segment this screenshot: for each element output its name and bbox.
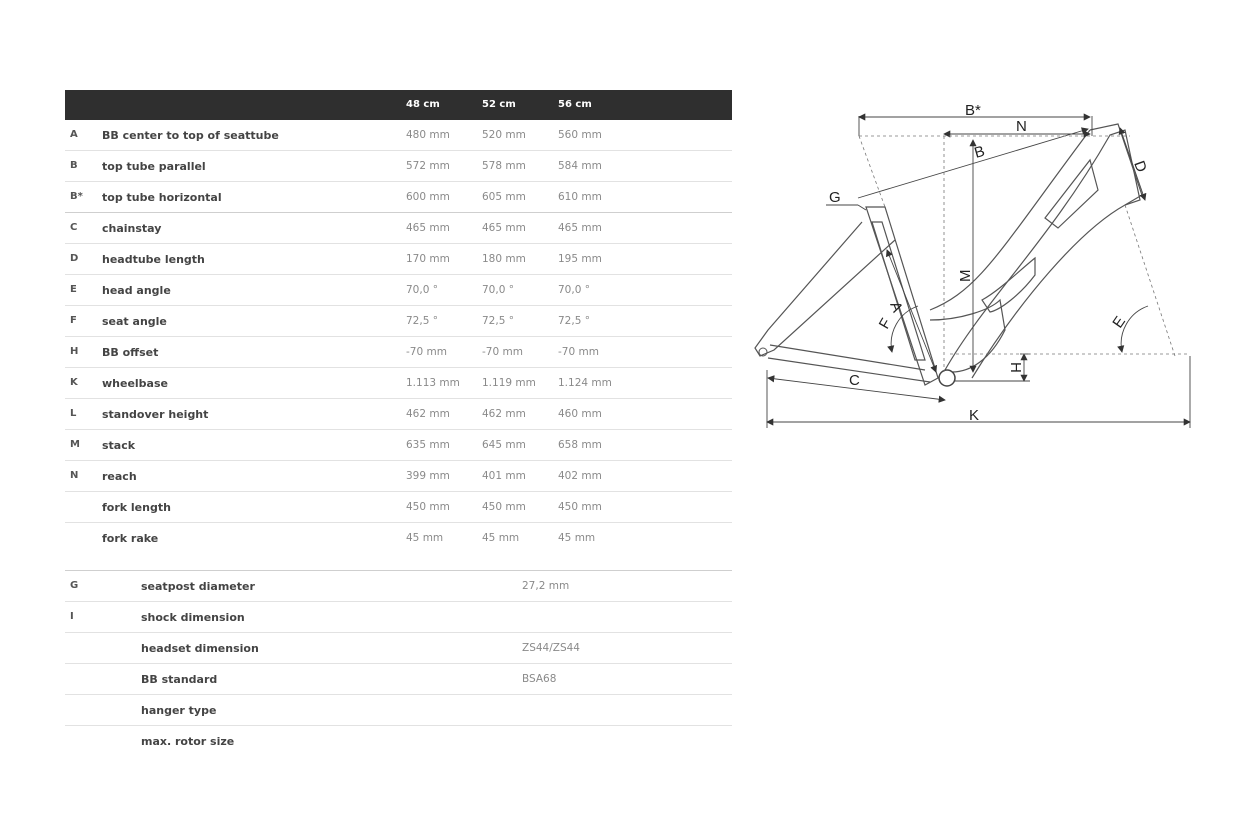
row-code: L [70, 408, 77, 419]
size-56-header: 56 cm [558, 99, 592, 110]
row-code: H [70, 346, 79, 357]
row-value-48: 480 mm [406, 129, 450, 141]
table-row [65, 244, 732, 275]
frame-window-upper [1045, 160, 1098, 228]
seat-tube-inner [872, 222, 925, 360]
row-value-52: 465 mm [482, 222, 526, 234]
component-label: shock dimension [141, 611, 245, 624]
table-row [65, 430, 732, 461]
row-value-56: 70,0 ° [558, 284, 590, 296]
row-value-52: 45 mm [482, 532, 520, 544]
label-b-star: B* [965, 102, 981, 119]
table-row [65, 492, 732, 523]
row-label: wheelbase [102, 377, 168, 390]
row-value-56: 450 mm [558, 501, 602, 513]
row-label: headtube length [102, 253, 205, 266]
row-value-52: 520 mm [482, 129, 526, 141]
list-item [65, 602, 732, 633]
row-code: N [70, 470, 79, 481]
row-value-48: 462 mm [406, 408, 450, 420]
table-row [65, 213, 732, 244]
row-value-52: 1.119 mm [482, 377, 536, 389]
table-row [65, 523, 732, 553]
component-value: 27,2 mm [522, 580, 570, 592]
table-row [65, 399, 732, 430]
row-label: standover height [102, 408, 209, 421]
row-value-52: 180 mm [482, 253, 526, 265]
row-value-52: 578 mm [482, 160, 526, 172]
row-label: reach [102, 470, 137, 483]
label-d: D [1130, 158, 1150, 175]
row-value-48: 45 mm [406, 532, 444, 544]
label-m: M [957, 269, 974, 282]
row-label: stack [102, 439, 136, 452]
row-value-48: 600 mm [406, 191, 450, 203]
component-code: I [70, 611, 74, 622]
row-code: A [70, 129, 78, 140]
row-value-52: 462 mm [482, 408, 526, 420]
row-value-52: 72,5 ° [482, 315, 514, 327]
table-row [65, 182, 732, 213]
row-value-52: 645 mm [482, 439, 526, 451]
component-value: BSA68 [522, 673, 557, 685]
label-k: K [969, 407, 980, 424]
row-value-48: 170 mm [406, 253, 450, 265]
row-value-56: 402 mm [558, 470, 602, 482]
row-code: E [70, 284, 77, 295]
frame-geometry-diagram [745, 90, 1205, 440]
row-code: D [70, 253, 79, 264]
size-48-header: 48 cm [406, 99, 440, 110]
component-value: ZS44/ZS44 [522, 642, 580, 654]
row-value-56: 1.124 mm [558, 377, 612, 389]
row-label: top tube horizontal [102, 191, 222, 204]
row-code: M [70, 439, 80, 450]
row-label: BB offset [102, 346, 159, 359]
row-value-48: 465 mm [406, 222, 450, 234]
row-label: fork length [102, 501, 171, 514]
table-row [65, 151, 732, 182]
list-item [65, 726, 732, 756]
list-item [65, 695, 732, 726]
row-value-48: 1.113 mm [406, 377, 460, 389]
list-item [65, 664, 732, 695]
row-code: B* [70, 191, 83, 202]
row-value-56: 584 mm [558, 160, 602, 172]
row-value-52: 605 mm [482, 191, 526, 203]
table-row [65, 275, 732, 306]
row-value-52: 450 mm [482, 501, 526, 513]
row-label: chainstay [102, 222, 162, 235]
geometry-table-header [65, 90, 732, 120]
row-value-48: 572 mm [406, 160, 450, 172]
row-value-52: -70 mm [482, 346, 523, 358]
row-label: top tube parallel [102, 160, 206, 173]
label-c: C [849, 372, 860, 389]
row-value-52: 401 mm [482, 470, 526, 482]
bottom-bracket-circle [939, 370, 955, 386]
row-value-52: 70,0 ° [482, 284, 514, 296]
table-row [65, 368, 732, 399]
frame-outline [755, 124, 1142, 385]
label-h: H [1007, 362, 1024, 373]
table-row [65, 120, 732, 151]
row-value-56: -70 mm [558, 346, 599, 358]
seat-tube-outline [866, 207, 938, 385]
row-value-48: 70,0 ° [406, 284, 438, 296]
size-52-header: 52 cm [482, 99, 516, 110]
row-value-56: 72,5 ° [558, 315, 590, 327]
label-a: A [886, 299, 906, 315]
table-row [65, 306, 732, 337]
label-b: B [972, 142, 987, 162]
component-label: seatpost diameter [141, 580, 255, 593]
row-value-48: 635 mm [406, 439, 450, 451]
label-g: G [829, 189, 841, 206]
components-table [65, 570, 732, 756]
table-row [65, 461, 732, 492]
row-value-48: 450 mm [406, 501, 450, 513]
row-value-56: 460 mm [558, 408, 602, 420]
row-label: seat angle [102, 315, 167, 328]
component-label: headset dimension [141, 642, 259, 655]
row-value-48: 72,5 ° [406, 315, 438, 327]
dimension-lines [767, 116, 1190, 428]
component-label: max. rotor size [141, 735, 235, 748]
row-code: B [70, 160, 78, 171]
component-label: BB standard [141, 673, 218, 686]
label-n: N [1016, 118, 1027, 135]
down-tube-outline [945, 130, 1140, 378]
row-value-56: 610 mm [558, 191, 602, 203]
row-label: fork rake [102, 532, 159, 545]
list-item [65, 571, 732, 602]
row-value-56: 658 mm [558, 439, 602, 451]
dimension-labels [829, 102, 1150, 424]
row-value-56: 560 mm [558, 129, 602, 141]
label-f: F [875, 315, 896, 332]
table-row [65, 337, 732, 368]
component-label: hanger type [141, 704, 217, 717]
seat-stay-outline [755, 222, 895, 356]
row-code: C [70, 222, 78, 233]
row-label: BB center to top of seattube [102, 129, 279, 142]
row-value-48: -70 mm [406, 346, 447, 358]
geometry-table [65, 90, 732, 553]
row-value-56: 465 mm [558, 222, 602, 234]
row-code: K [70, 377, 78, 388]
list-item [65, 633, 732, 664]
component-code: G [70, 580, 79, 591]
row-code: F [70, 315, 77, 326]
row-value-56: 45 mm [558, 532, 596, 544]
row-value-48: 399 mm [406, 470, 450, 482]
row-value-56: 195 mm [558, 253, 602, 265]
label-e: E [1109, 313, 1130, 332]
row-label: head angle [102, 284, 171, 297]
